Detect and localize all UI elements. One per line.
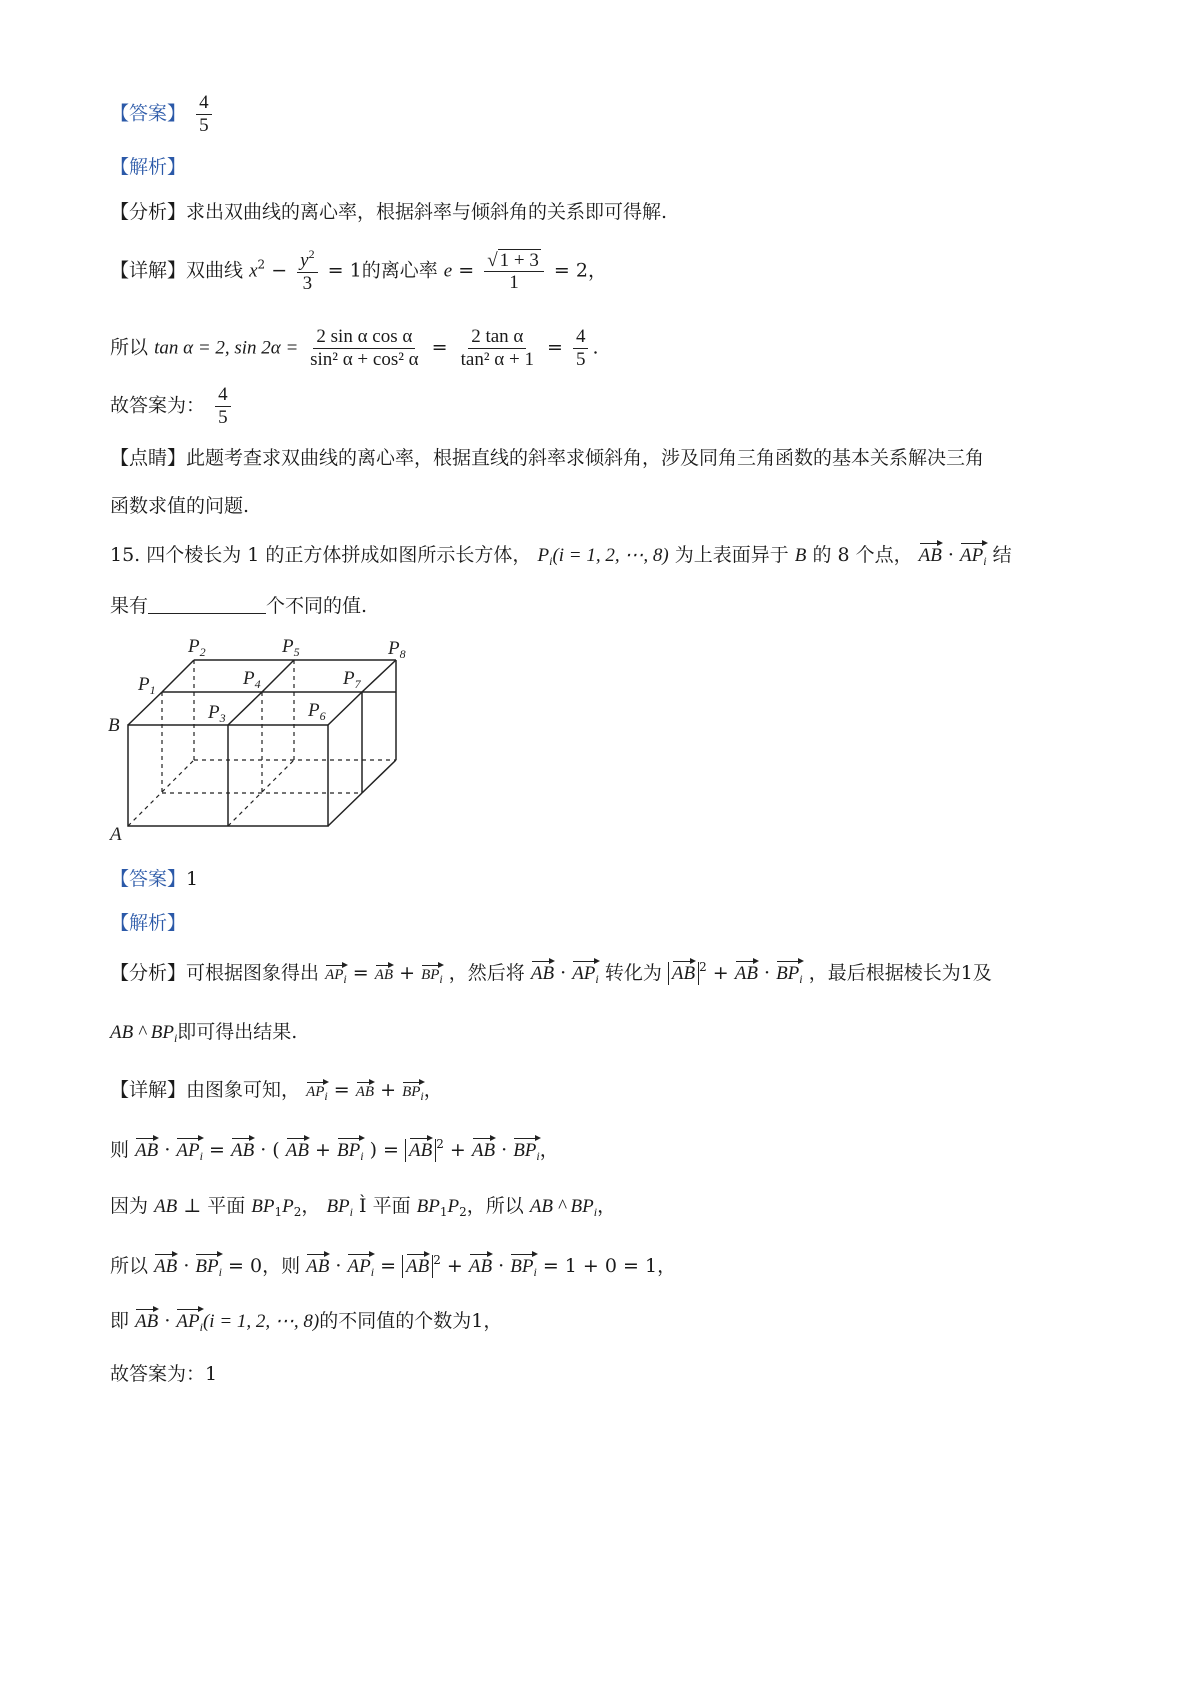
label-P2: $P_2$ bbox=[188, 636, 206, 659]
q14-fenxi: 【分析】求出双曲线的离心率，根据斜率与倾斜角的关系即可得解. bbox=[110, 201, 668, 223]
hyperbola-fraction: $\frac{y^2}{3}$ bbox=[297, 248, 317, 295]
q15-fenxi: 【分析】可根据图象得出 $AP_i$ = AB + $BP_i$ ，然后将 AB · $AP_i$ 转化为 AB $^2$ + AB · $BP_i$ ，最后根据棱长为1及 bbox=[110, 960, 992, 986]
label-P5: $P_5$ bbox=[282, 636, 300, 659]
label-P7: $P_7$ bbox=[343, 668, 361, 691]
q15-analysis-tag: 【解析】 bbox=[110, 912, 187, 934]
label-A: A bbox=[110, 824, 122, 845]
q15-ji-line: 即 AB · $AP_i(i = 1$, 2, ⋯, 8)的不同值的个数为1， bbox=[110, 1310, 503, 1334]
fraction-1: $\frac{\text{2 sin α cos α}}{\text{sin² α + cos² α}}$ bbox=[310, 326, 419, 370]
q14-dianjing: 【点睛】此题考查求双曲线的离心率，根据直线的斜率求倾斜角，涉及同角三角函数的基本关系解决三角 bbox=[110, 447, 985, 469]
q15-yinwei-line: 因为 AB ⊥ 平面 $BP_1P_2$， $BP_i$ Ì 平面 $BP_1P_2$，所以 AB ^ $BP_i$， bbox=[110, 1195, 617, 1219]
q15-stem: 15. 四个棱长为 1 的正方体拼成如图所示长方体， $P_i(i = 1$, 2, ⋯, 8) 为上表面异于 B 的 8 个点， AB · $AP_i$ 结 bbox=[110, 544, 1012, 568]
answer-fraction: $\frac{4}{5}$ bbox=[196, 92, 212, 137]
fraction-2: $\frac{\text{2 tan α}}{\text{tan² α + 1}}$ bbox=[460, 326, 534, 370]
q15-ze-line: 则 AB · $AP_i$ = AB · ( AB + $BP_i$ ) = AB $^2$ + AB · $BP_i$， bbox=[110, 1137, 559, 1163]
q15-final-answer: 故答案为：1 bbox=[110, 1363, 218, 1385]
q15-fenxi-line2: AB ^ $BP_i$即可得出结果. bbox=[110, 1021, 298, 1045]
label-B: B bbox=[108, 715, 120, 736]
q14-xiangjie: 【详解】双曲线 $x^2$ − $\frac{y^2}{3}$ = 1的离心率 e = $\frac{√ 1 + 3}{1}$ = 2， bbox=[110, 247, 607, 294]
q15-answer: 【答案】1 bbox=[110, 868, 199, 890]
label-P3: $P_3$ bbox=[208, 702, 226, 725]
q15-stem-line2: 果有 个不同的值. bbox=[110, 595, 368, 617]
answer-blank bbox=[148, 613, 266, 614]
q14-analysis-tag: 【解析】 bbox=[110, 156, 187, 178]
q14-tan-line: 所以 tan α = 2, sin 2α = $\frac{\text{2 sin α cos α}}{\text{sin² α + cos² α}}$ = $\frac{\text{2 tan α}}{\text{tan² α + 1}}$ = $\frac{4}{5}$ . bbox=[110, 326, 599, 370]
label-P8: $P_8$ bbox=[388, 638, 406, 661]
q15-suoyi-line: 所以 AB · $BP_i = 0$，则 AB · $AP_i$ = AB $^2$ + AB · $BP_i = 1 + 0 = 1$， bbox=[110, 1253, 677, 1279]
cuboid-figure bbox=[100, 630, 430, 845]
label-P4: $P_4$ bbox=[243, 668, 261, 691]
final-fraction: $\frac{4}{5}$ bbox=[215, 384, 231, 429]
fraction-3: $\frac{4}{5}$ bbox=[573, 326, 589, 371]
label-P1: $P_1$ bbox=[138, 674, 156, 697]
q15-xiangjie: 【详解】由图象可知， $AP_i$ = AB + $BP_i$， bbox=[110, 1079, 443, 1103]
eccentricity-fraction: $\frac{√ 1 + 3}{1}$ bbox=[484, 249, 544, 295]
label-P6: $P_6$ bbox=[308, 700, 326, 723]
q14-dianjing-line2: 函数求值的问题. bbox=[110, 495, 250, 517]
answer-tag: 【答案】 bbox=[110, 102, 187, 125]
q14-answer bbox=[110, 92, 216, 137]
q14-final-answer: 故答案为： $\frac{4}{5}$ bbox=[110, 384, 235, 429]
